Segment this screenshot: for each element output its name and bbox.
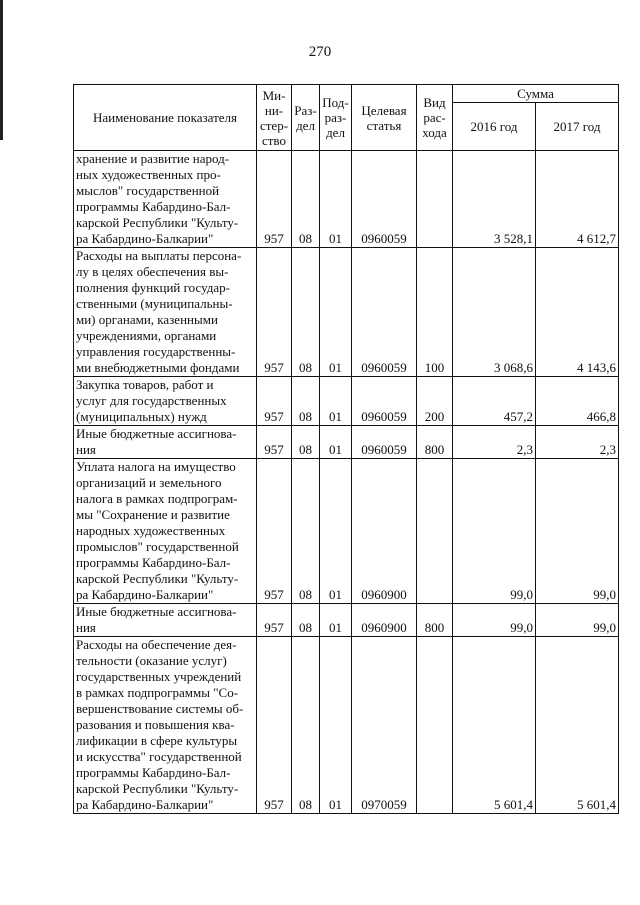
row-2016-cell: 5 601,4 xyxy=(453,637,536,814)
row-2017-cell: 4 612,7 xyxy=(536,151,619,248)
header-name: Наименование показателя xyxy=(74,85,257,151)
row-target-cell: 0960059 xyxy=(352,426,417,459)
row-subsection-cell: 01 xyxy=(320,459,352,604)
row-2016-cell: 99,0 xyxy=(453,604,536,637)
row-2017-cell: 5 601,4 xyxy=(536,637,619,814)
row-section-cell: 08 xyxy=(292,637,320,814)
row-expense-type-cell: 100 xyxy=(417,248,453,377)
row-name-cell: Закупка товаров, работ и услуг для государственных (муниципальных) нужд xyxy=(74,377,257,426)
row-2016-cell: 2,3 xyxy=(453,426,536,459)
row-2016-cell: 3 068,6 xyxy=(453,248,536,377)
row-name-cell: Расходы на обеспечение дея- тельности (оказание услуг) государственных учреждений в рамках подпрограммы "Со- вершенствование системы об- разования и повышения ква- лификации в сфере культуры и искусства" государственной программы Кабардино-Бал- карской Республики "Культу- ра Кабардино-Балкарии" xyxy=(74,637,257,814)
row-subsection-cell: 01 xyxy=(320,377,352,426)
row-name-cell: Иные бюджетные ассигнова- ния xyxy=(74,426,257,459)
table-row xyxy=(74,377,619,426)
table-row xyxy=(74,604,619,637)
row-section-cell: 08 xyxy=(292,151,320,248)
header-target: Целевая статья xyxy=(352,85,417,151)
row-ministry-cell: 957 xyxy=(257,426,292,459)
row-section-cell: 08 xyxy=(292,426,320,459)
row-ministry-cell: 957 xyxy=(257,604,292,637)
row-2017-cell: 466,8 xyxy=(536,377,619,426)
row-2016-cell: 457,2 xyxy=(453,377,536,426)
row-target-cell: 0970059 xyxy=(352,637,417,814)
row-name-cell: хранение и развитие народ- ных художественных про- мыслов" государственной программы Кабардино-Бал- карской Республики "Культу- ра Кабардино-Балкарии" xyxy=(74,151,257,248)
row-subsection-cell: 01 xyxy=(320,637,352,814)
table-row xyxy=(74,426,619,459)
header-subsection: Под- раз- дел xyxy=(320,85,352,151)
header-section: Раз- дел xyxy=(292,85,320,151)
row-name-cell: Уплата налога на имущество организаций и земельного налога в рамках подпрограм- мы "Сохранение и развитие народных художественных промыслов" государственной программы Кабардино-Бал- карской Республики "Культу- ра Кабардино-Балкарии" xyxy=(74,459,257,604)
table-body xyxy=(74,151,619,814)
row-name-cell: Расходы на выплаты персона- лу в целях обеспечения вы- полнения функций государ- ственными (муниципальны- ми) органами, казенными учреждениями, органами управления государственны- ми внебюджетными фондами xyxy=(74,248,257,377)
row-expense-type-cell: 200 xyxy=(417,377,453,426)
row-target-cell: 0960900 xyxy=(352,604,417,637)
row-subsection-cell: 01 xyxy=(320,151,352,248)
table-row xyxy=(74,637,619,814)
row-ministry-cell: 957 xyxy=(257,637,292,814)
row-ministry-cell: 957 xyxy=(257,377,292,426)
row-subsection-cell: 01 xyxy=(320,604,352,637)
row-expense-type-cell xyxy=(417,459,453,604)
row-2016-cell: 99,0 xyxy=(453,459,536,604)
row-2017-cell: 2,3 xyxy=(536,426,619,459)
table-row xyxy=(74,248,619,377)
row-expense-type-cell xyxy=(417,151,453,248)
row-subsection-cell: 01 xyxy=(320,426,352,459)
row-section-cell: 08 xyxy=(292,459,320,604)
budget-table xyxy=(73,84,619,814)
row-expense-type-cell: 800 xyxy=(417,426,453,459)
row-target-cell: 0960059 xyxy=(352,248,417,377)
row-section-cell: 08 xyxy=(292,377,320,426)
row-section-cell: 08 xyxy=(292,248,320,377)
row-ministry-cell: 957 xyxy=(257,151,292,248)
row-expense-type-cell xyxy=(417,637,453,814)
table-row xyxy=(74,459,619,604)
row-ministry-cell: 957 xyxy=(257,248,292,377)
scan-edge-mark xyxy=(0,0,3,140)
header-year-2016: 2016 год xyxy=(453,103,536,151)
header-year-2017: 2017 год xyxy=(536,103,619,151)
row-subsection-cell: 01 xyxy=(320,248,352,377)
row-2016-cell: 3 528,1 xyxy=(453,151,536,248)
row-ministry-cell: 957 xyxy=(257,459,292,604)
row-2017-cell: 4 143,6 xyxy=(536,248,619,377)
header-expense-type: Вид рас- хода xyxy=(417,85,453,151)
header-ministry: Ми- ни- стер- ство xyxy=(257,85,292,151)
row-target-cell: 0960059 xyxy=(352,151,417,248)
header-sum: Сумма xyxy=(453,85,619,103)
row-2017-cell: 99,0 xyxy=(536,604,619,637)
row-section-cell: 08 xyxy=(292,604,320,637)
table-row xyxy=(74,151,619,248)
row-target-cell: 0960059 xyxy=(352,377,417,426)
row-expense-type-cell: 800 xyxy=(417,604,453,637)
row-name-cell: Иные бюджетные ассигнова- ния xyxy=(74,604,257,637)
row-target-cell: 0960900 xyxy=(352,459,417,604)
page-number: 270 xyxy=(308,44,332,60)
row-2017-cell: 99,0 xyxy=(536,459,619,604)
